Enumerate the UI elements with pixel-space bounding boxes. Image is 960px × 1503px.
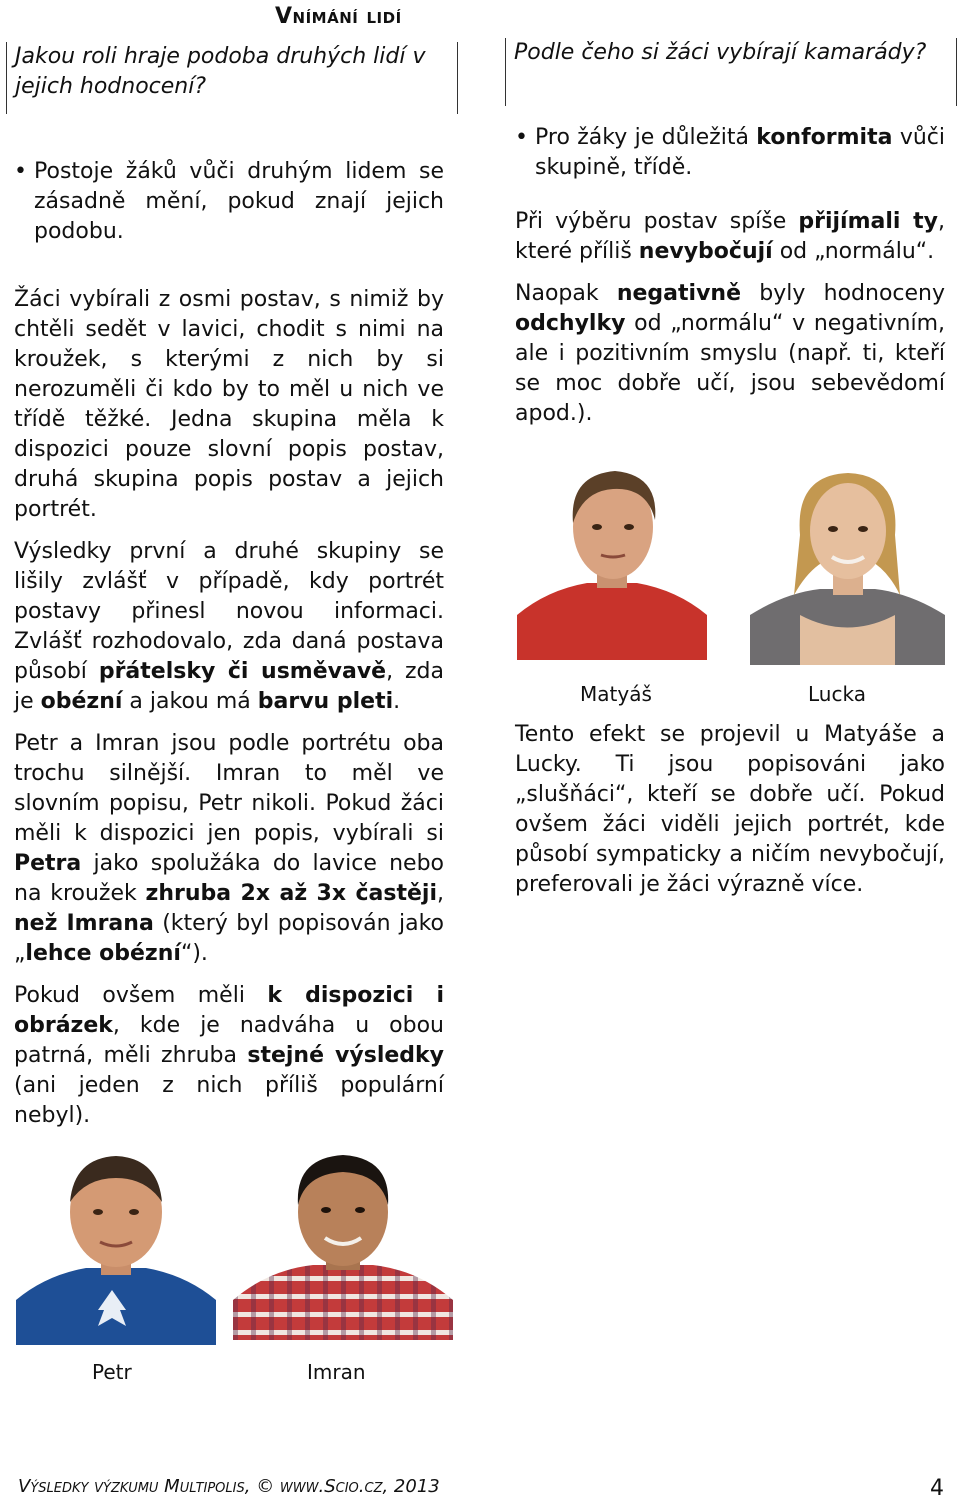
right-paragraph-2: Naopak negativně byly hodnoceny odchylky od „normálu“ v negativním, ale i pozitivním smyslu (např. ti, kteří se moc dobře učí, jsou sebevědomí apod.). [515,281,946,426]
page-number: 4 [930,1476,944,1501]
right-paragraph-3: Tento efekt se projevil u Matyáše a Lucky. Ti jsou popisováni jako „slušňáci“, kteří se dobře učí. Pokud ovšem žáci viděli jejich portrét, kde působí sympaticky a ničím nevybočují, preferovali je žáci výrazně více. [515,722,945,897]
left-paragraph-1: Žáci vybírali z osmi postav, s nimiž by chtěli sedět v lavici, chodit s nimi na kroužek, s kterými z nich by si nerozuměli či kdo by to měl u nich ve třídě těžké. Jedna skupina měla k dispozici pouze slovní popis postav, druhá skupina popis postav a jejich portrét. [14,287,444,522]
left-paragraph-2: Výsledky první a druhé skupiny se lišily zvlášť v případě, kdy portrét postavy přinesl novou informaci. Zvlášť rozhodovalo, zda daná postava působí přátelsky či usměvavě, zda je obézní a jakou má barvu pleti. [14,539,445,714]
portrait-matyas [517,465,707,660]
left-paragraph-3: Petr a Imran jsou podle portrétu oba trochu silnější. Imran to měl ve slovním popisu, Petr nikoli. Pokud žáci měli k dispozici jen popis, vybírali si Petra jako spolužáka do lavice nebo na kroužek zhruba 2x až 3x častěji, než Imrana (který byl popisován jako „lehce obézní“). [14,731,445,966]
caption-matyas: Matyáš [580,682,652,706]
right-bullet: • Pro žáky je důležitá konformita vůči skupině, třídě. [515,123,945,183]
left-question-box [6,42,458,114]
right-column-top [515,123,945,429]
right-paragraph-1: Při výběru postav spíše přijímali ty, které příliš nevybočují od „normálu“. [515,209,945,264]
portrait-petr [16,1150,216,1345]
portrait-imran [233,1150,453,1340]
caption-lucka: Lucka [808,682,866,706]
portrait-lucka [750,465,945,665]
right-question-box [505,38,957,106]
right-column-bottom [515,720,945,900]
left-column [14,157,444,1131]
right-question: Podle čeho si žáci vybírají kamarády? [514,40,927,65]
caption-imran: Imran [307,1360,366,1384]
footer: Výsledky výzkumu Multipolis, © www.Scio.cz, 2013 [18,1476,440,1497]
caption-petr: Petr [92,1360,132,1384]
left-paragraph-4: Pokud ovšem měli k dispozici i obrázek, kde je nadváha u obou patrná, měli zhruba stejné výsledky (ani jeden z nich příliš populární nebyl). [14,983,444,1128]
left-bullet: • Postoje žáků vůči druhým lidem se zásadně mění, pokud znají jejich podobu. [14,157,444,247]
left-question: Jakou roli hraje podoba druhých lidí v jejich hodnocení? [15,44,426,99]
page-heading: Vnímání lidí [275,4,402,29]
